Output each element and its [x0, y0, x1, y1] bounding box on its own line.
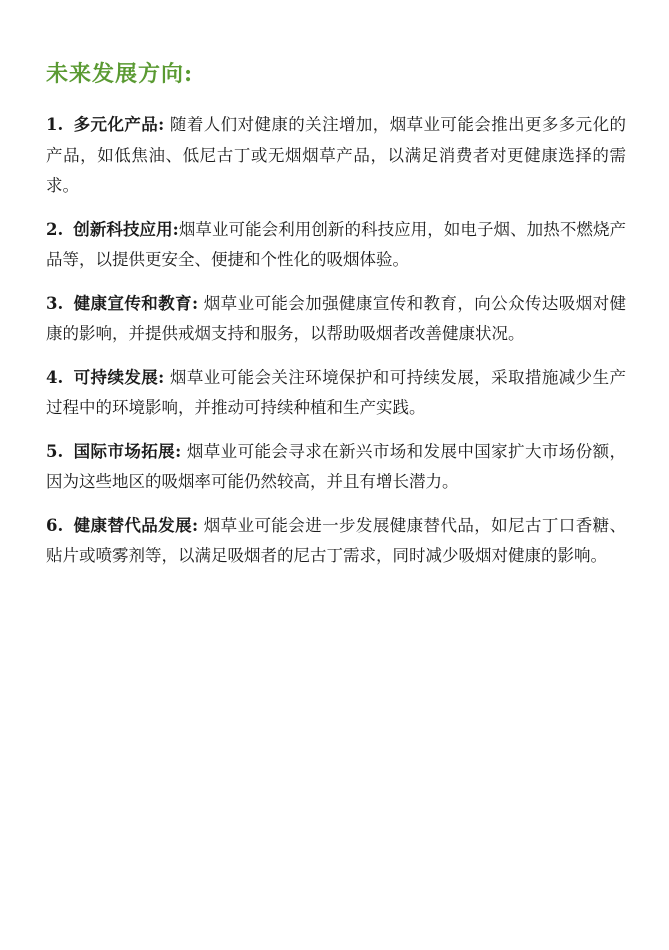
list-item — [46, 511, 626, 572]
item-number: 6. — [46, 515, 64, 535]
item-title: 健康替代品发展: — [73, 515, 199, 535]
item-number: 1. — [46, 115, 64, 134]
item-text: 烟草业可能会寻求在新兴市场和发展中国家扩大市场份额，因为这些地区的吸烟率可能仍然较高，并且有增长潜力。 — [46, 441, 627, 491]
section-heading: 未来发展方向: — [46, 61, 194, 87]
item-title: 多元化产品: — [73, 115, 165, 134]
item-title: 可持续发展: — [73, 367, 165, 387]
list-item — [46, 215, 626, 276]
item-text: 烟草业可能会利用创新的科技应用，如电子烟、加热不燃烧产品等，以提供更安全、便捷和个性化的吸烟体验。 — [46, 219, 627, 269]
list-item — [46, 110, 626, 202]
item-title: 国际市场拓展: — [73, 441, 182, 461]
item-number: 3. — [46, 293, 64, 313]
list-item — [46, 289, 626, 350]
list-item — [46, 363, 626, 424]
item-title: 创新科技应用: — [73, 219, 179, 239]
item-number: 2. — [46, 219, 64, 239]
item-number: 4. — [46, 367, 64, 387]
item-text: 烟草业可能会进一步发展健康替代品，如尼古丁口香糖、贴片或喷雾剂等，以满足吸烟者的尼古丁需求，同时减少吸烟对健康的影响。 — [46, 515, 627, 565]
direction-list — [46, 110, 626, 585]
item-text: 烟草业可能会关注环境保护和可持续发展，采取措施减少生产过程中的环境影响，并推动可持续种植和生产实践。 — [46, 367, 626, 417]
item-title: 健康宣传和教育: — [73, 293, 199, 313]
item-text: 随着人们对健康的关注增加，烟草业可能会推出更多多元化的产品，如低焦油、低尼古丁或无烟烟草产品，以满足消费者对更健康选择的需求。 — [46, 115, 626, 195]
item-text: 烟草业可能会加强健康宣传和教育，向公众传达吸烟对健康的影响，并提供戒烟支持和服务，以帮助吸烟者改善健康状况。 — [46, 293, 627, 343]
list-item — [46, 437, 626, 498]
item-number: 5. — [46, 441, 64, 461]
